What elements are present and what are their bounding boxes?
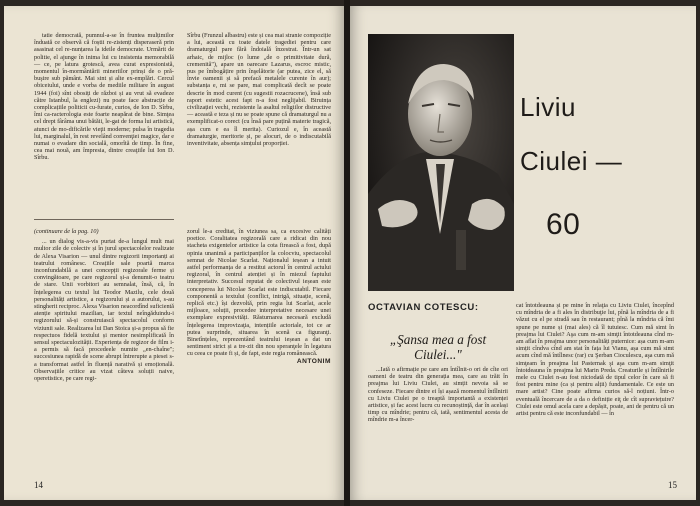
paragraph: tatie democrată, pumnul-a-se în frunteа mulțimilor înduată ce observă că foștii re-zistenți disperaseră prin asasinat cel re-nunțarea la ideile democrate. Urmărit de politie, el ajunge în inima lui cu insistenta memorabilă — ce, pe latura grotescă, avea curat expresionistă, momentul în-mormântării mineriilor prinși de o pră-buşire sub pământ. Mai sint și alte ex-emplări. Cercul obiceiului, unde e vorba de mediile militare în august 1944 (foi) sînt obosiți de război și au vrut să evadeze către Istanbul, la englezi) nu poate face abstracție de complicațiile politicii cu-furate, curios, de Ion D. Sîrbu, îmi ca-racterologia este foarte neapărat de bine. Simţea cel drept fârâma unui bătăii, le-gat de forma lui artistică, atunci de mo-dificările vieţii moderne; pulsa în tragedia lui, marginalul, în rest revelând convenţiei magice, dar e numai o evadare din socială, omorîtă de timp. În fine, cea mai nouă, am împresia, dintre creaţiile lui Ion D. Sîrbu. — [34, 32, 174, 162]
paragraph: zorul le-a creditat, în viziunea sa, ca excesive calități poetice. Coralitatea regizorală care a ridicat din nou stacheta exigentelor artistice la cota firească a fost, după opinia unanimă a participanților la colocviu, spectacolul semnat de Nicolae Scarlat. Naționalul ieșean a intuit astfel performanța de a restitui actorul în centrul actului regizoral, în centrul atenției și în miezul faptului interpretativ. Succesul reputat de colectivul ieșean este conceperea lui Nicolae Scarlat este indiscutabil. Fiecare componentă a textului (conflict, intrigă, situație, scenă, replică etc.) își dezvoltă, prin regia lui Scarlat, acele mijloace, soluții, procedee interpretative necesare unei exemplare expresivități. Răsturnarea necesară excludă înțelegerea improvizaţia, intențiile actoriale, tot ce ar putea surprinde, situarea în scenă ca figuranţi. Binetînțeles, reprezentând teatrului ieșean a dat un sentiment strict și a tre-zit din nou speranţele în legatura cu ceea ce poate fi și, de fapt, este regia românească. — [187, 228, 331, 358]
title-line-2: Ciulei — — [520, 146, 623, 176]
portrait-image — [368, 34, 514, 291]
paragraph: ...Iată o afirmație pe care am întîlnit-o ori de cîte ori oameni de teatru din generația mea, care au trăit în preajma lui Liviu Ciulei, au simțit nevoia să se confeseze. Fiecare dintre ei își așază momentul întîlnirii cu Liviu Ciulei pe o treaptă importantă a existenței artistice, și fac acest lucru cu recunoștință, dar în același timp cu mîndrie; pentru că, iată, sentimentul acesta de mîndrie m-a încer- — [368, 366, 508, 424]
page-number: 15 — [668, 480, 677, 490]
byline: OCTAVIAN COTESCU: — [368, 302, 479, 313]
article-column-top-left — [34, 32, 174, 162]
title-line-1: Liviu — [520, 92, 576, 122]
article-column-left — [368, 366, 508, 424]
title-line-3: 60 — [546, 208, 581, 241]
left-page — [4, 6, 344, 500]
section-divider — [34, 219, 174, 220]
author-signature: ANTONIM — [296, 357, 331, 365]
page-number: 14 — [34, 480, 43, 490]
portrait-photo — [368, 34, 514, 291]
paragraph: cat întotdeauna și pe mine în relaţia cu Liviu Ciulei, începînd cu mîndria de a fi ales în distribuţie lui, pînă la mîndria de a fi văzut cu el pe stradă sau în restaurant; pînă la mîndria că îmi spune pe nume și (mai ales) că îl tutuiesc. Cum mă simt în preajma lui Ciulei? Aşa cum m-am simţit întotdeauna cînd m-am aflat în preajma unor personalități puternice: așa cum m-am simțit cîndva cînd am stat în fața lui Vianu, așa cum mă simt acum cînd mă întîlnesc (rar) cu Şerban Cioculescu, aşa cum mă simţeam în preajma lui Pasternak şi aşa cum m-am simţit întotdeauna în preajma lui Marin Preda. Creaturile și întîlnirile mele cu Ciulei n-au fost niciodată de tipul celor în care să fi fost pentru mine (ca și pentru alții) fundamentale. Ce este un mare artist? Cine poate afirma curios să-l noțiuni. Într-o eventuală încercare de a da o definiție eiţ de cît supraviețuire? Ciulei este omul acela care a depășit, poate, ani de pentru că un artist pentru că este inconfundabil — în — [516, 302, 674, 418]
article-column-bottom-left — [34, 228, 174, 382]
paragraph: Sîrbu (Frunzul albastru) este și cea mai stranie compoziție a lui, această cu toate datele tragediei pentru care dramaturgul pare fără îndoială înzestrat. Într-un sat arhaic, de mijloc (o lume „de o primitivitate dură, cremenită"), apare un oarecare Lazarus, escroc mistic, pus pe îmbogățire prin înşelătorie (ar putea, zice el, să învie oamenii și să prefacă metalele curente în aur); substanța e, mi se pare, mai complicată decît se poate descrie în mod curent (cu sugestii rozacrucene), însă sub raport estetic acest fapt n-a fost neglijabil. Biruința civilizației vechi, rezistente la asaltul religiilor distructive — această e teza și nu se poate spune că dramaturgul nu a exemplificat-o corect (cu însă pare puțină materie tragică, așa cum e ea îl merita). Curiozul e, în această dramaturgie, meritorie și, pe alocuri, de o indiscutabilă inventivitate, absența simțului proporției. — [187, 32, 331, 148]
article-column-top-right — [187, 32, 331, 147]
pull-quote: „Şansa mea a fost Ciulei..." — [389, 332, 487, 362]
right-page — [350, 6, 696, 500]
article-column-bottom-right — [187, 228, 331, 365]
paragraph: ... un dialog vis-a-vis purtat de-a lungul mult mai multor zile de colectiv și în jurul spectacolelor realizate de Alexa Visarion — unul dintre regizorii importanți ai teatrului românesc. Creațiile sale poartă marca inconfundabilă a unei concepții regizorale ferme și convingătoare, pe care regizorul și-a denumit-o teatru de stare. Unii vorbitori au semnalat, însă, că, în înțelegerea cu textul lui Teodor Mazilu, cele două personalități artistice, a regizorului și a autorului, s-au stingherit reciproc. Alexa Visarion neacordînd suficientă atenție spiritului mazilian, iar textul neîngăduindu-i regizorului să-și construiască spectacolul conform viziunii sale. Realizarea lui Dan Stoica și-a propus să fie respectuos fidelă textului și mentor nesimplificată în sensul spectaculozității. Experiența de regizor de film i-a permis să facă procedeele numite „en-chaîne"; succesiunea rapidă de scene abrupt întrerupte a piesei s-a transformat astfel în fluență narativă și emoțională. Observațiile critice au vizat câteva soluții naive, operetistice, pe care regi- — [34, 238, 174, 383]
continuation-label: (continuare de la pag. 10) — [34, 228, 99, 235]
article-column-right — [516, 302, 674, 417]
